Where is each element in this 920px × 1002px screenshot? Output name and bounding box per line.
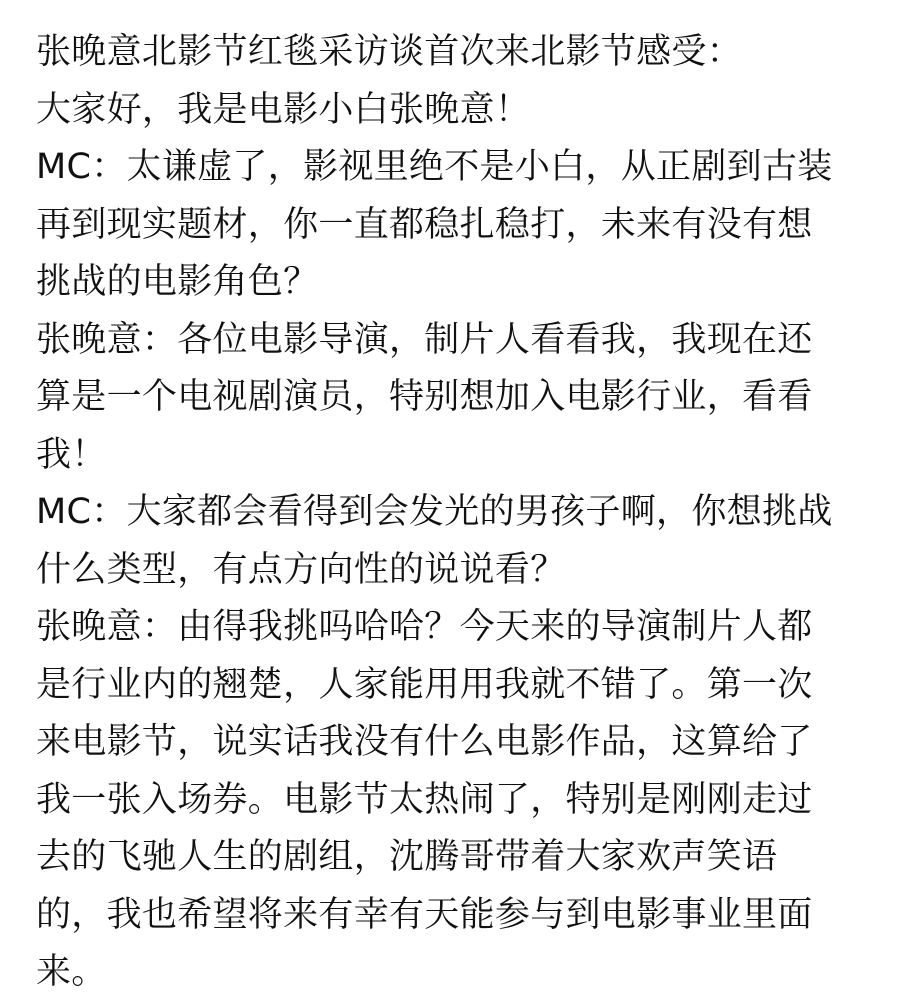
transcript-line: 算是一个电视剧演员，特别想加入电影行业，看看 bbox=[36, 377, 813, 417]
transcript-line: MC：太谦虚了，影视里绝不是小白，从正剧到古装 bbox=[36, 147, 833, 187]
transcript-line: 我！ bbox=[36, 434, 107, 475]
transcript-line: 来。 bbox=[36, 952, 107, 992]
transcript-title: 张晚意北影节红毯采访谈首次来北影节感受： bbox=[36, 32, 743, 72]
transcript-line: 大家好，我是电影小白张晚意！ bbox=[36, 89, 531, 130]
transcript-line: 我一张入场券。电影节太热闹了，特别是刚刚走过 bbox=[36, 779, 813, 820]
transcript-line: 来电影节，说实话我没有什么电影作品，这算给了 bbox=[36, 722, 813, 762]
transcript-line: 是行业内的翘楚，人家能用用我就不错了。第一次 bbox=[36, 664, 813, 705]
transcript-line: 去的飞驰人生的剧组，沈腾哥带着大家欢声笑语 bbox=[36, 837, 778, 877]
transcript-line: 张晚意：由得我挑吗哈哈？今天来的导演制片人都 bbox=[36, 607, 813, 647]
interview-transcript bbox=[36, 24, 886, 1002]
transcript-line: MC：大家都会看得到会发光的男孩子啊，你想挑战 bbox=[36, 492, 833, 532]
transcript-line: 挑战的电影角色？ bbox=[36, 262, 319, 302]
transcript-line: 什么类型，有点方向性的说说看？ bbox=[36, 549, 566, 590]
transcript-line: 的，我也希望将来有幸有天能参与到电影事业里面 bbox=[36, 894, 813, 935]
transcript-line: 张晚意：各位电影导演，制片人看看我，我现在还 bbox=[36, 319, 813, 360]
transcript-line: 再到现实题材，你一直都稳扎稳打，未来有没有想 bbox=[36, 204, 813, 245]
